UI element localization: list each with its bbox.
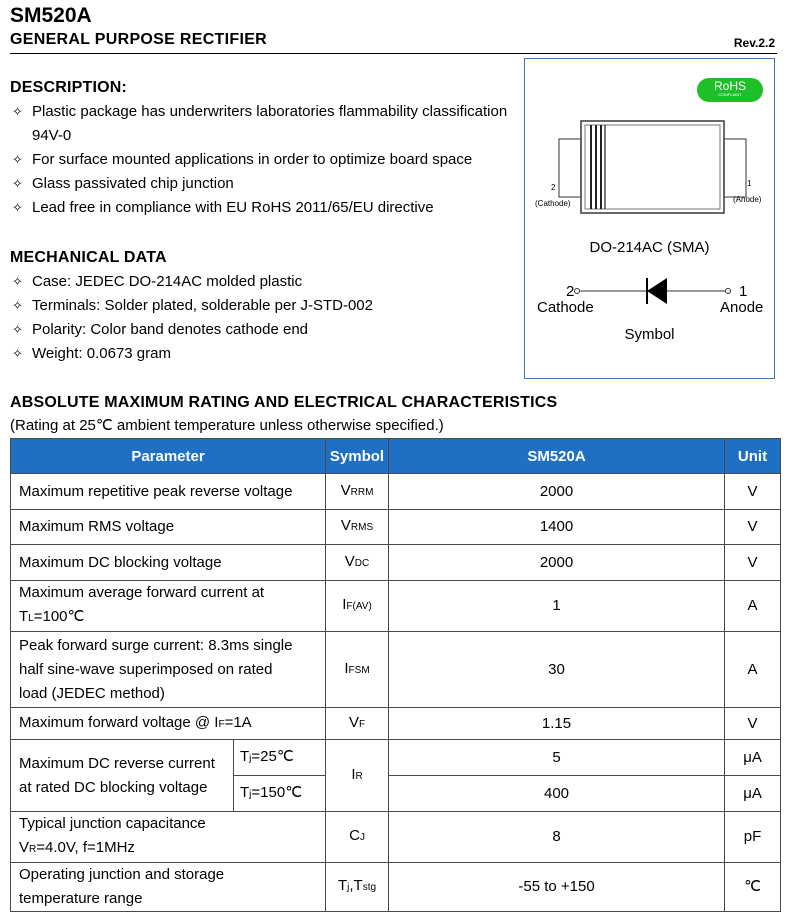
param-cell: Maximum forward voltage @ IF=1A [11,708,326,740]
description-list [10,100,510,220]
anode-pin-dot [726,289,731,294]
param-cell: Peak forward surge current: 8.3ms single half sine-wave superimposed on rated load (JEDEC method) [11,632,326,708]
param-cell: Maximum average forward current at TL=100℃ [11,581,326,632]
diamond-bullet-icon: ✧ [12,322,23,337]
package-name: DO-214AC (SMA) [589,239,710,256]
list-item: ✧ Weight: 0.0673 gram [10,342,510,366]
header-symbol: Symbol [326,439,389,474]
value-cell: 30 [389,632,725,708]
value-cell: 2000 [389,474,725,510]
table-row [11,474,781,510]
table-header-row [11,439,781,474]
value-cell: 1400 [389,510,725,545]
header-parameter: Parameter [11,439,326,474]
value-cell: 5 [389,740,725,776]
diamond-bullet-icon: ✧ [12,274,23,289]
mechanical-title: MECHANICAL DATA [10,249,167,266]
diamond-bullet-icon: ✧ [12,298,23,313]
symbol-cell: VRMS [326,510,389,545]
value-cell: -55 to +150 [389,863,725,912]
table-row [11,863,781,912]
list-item: ✧ For surface mounted applications in order to optimize board space [10,148,510,172]
symbol-pin2-number: 2 [566,283,575,300]
list-item: ✧ Polarity: Color band denotes cathode end [10,318,510,342]
list-item: ✧ Lead free in compliance with EU RoHS 2011/65/EU directive [10,196,510,220]
symbol-cell: IF(AV) [326,581,389,632]
part-number: SM520A [10,4,92,27]
header-divider [10,53,777,54]
unit-cell: V [725,510,781,545]
unit-cell: μA [725,776,781,812]
pin2-label: (Cathode) [535,199,571,208]
diamond-bullet-icon: ✧ [12,200,23,215]
header-unit: Unit [725,439,781,474]
param-cell: Maximum RMS voltage [11,510,326,545]
unit-cell: ℃ [725,863,781,912]
unit-cell: μA [725,740,781,776]
table-row [11,708,781,740]
header-value: SM520A [389,439,725,474]
list-item: ✧ Terminals: Solder plated, solderable per J-STD-002 [10,294,510,318]
list-item: ✧ Plastic package has underwriters laboratories flammability classification 94V-0 [10,100,510,148]
symbol-cell: VRRM [326,474,389,510]
description-title: DESCRIPTION: [10,79,128,96]
symbol-pin1-number: 1 [739,283,748,300]
diamond-bullet-icon: ✧ [12,346,23,361]
symbol-caption: Symbol [624,326,675,343]
list-item: ✧ Case: JEDEC DO-214AC molded plastic [10,270,510,294]
table-row [11,510,781,545]
param-cell: Maximum DC reverse current at rated DC blocking voltage [11,740,234,812]
condition-cell: Tj=150℃ [234,776,326,812]
value-cell: 8 [389,812,725,863]
symbol-anode-label: Anode [720,299,764,316]
param-cell: Typical junction capacitance VR=4.0V, f=1MHz [11,812,326,863]
param-cell: Maximum repetitive peak reverse voltage [11,474,326,510]
symbol-cell: Tj,Tstg [326,863,389,912]
pin2-number: 2 [551,183,556,192]
unit-cell: A [725,581,781,632]
list-item: ✧ Glass passivated chip junction [10,172,510,196]
symbol-triangle [647,278,667,304]
symbol-cell: CJ [326,812,389,863]
symbol-cathode-label: Cathode [537,299,594,316]
diamond-bullet-icon: ✧ [12,176,23,191]
diamond-bullet-icon: ✧ [12,152,23,167]
table-row [11,740,781,776]
cathode-terminal [559,139,581,197]
pin1-number: 1 [747,179,752,188]
ratings-title: ABSOLUTE MAXIMUM RATING AND ELECTRICAL CHARACTERISTICS [10,394,558,411]
cathode-pin-dot [575,289,580,294]
symbol-cell: IFSM [326,632,389,708]
document-subtitle: GENERAL PURPOSE RECTIFIER [10,31,268,48]
unit-cell: V [725,474,781,510]
param-cell: Operating junction and storage temperature range [11,863,326,912]
param-cell: Maximum DC blocking voltage [11,545,326,581]
value-cell: 400 [389,776,725,812]
value-cell: 2000 [389,545,725,581]
symbol-cell: VDC [326,545,389,581]
condition-cell: Tj=25℃ [234,740,326,776]
pin1-label: (Anode) [733,195,762,204]
unit-cell: V [725,708,781,740]
table-row [11,632,781,708]
anode-terminal [724,139,746,197]
unit-cell: pF [725,812,781,863]
package-body [581,121,724,213]
table-row [11,581,781,632]
revision-label: Rev.2.2 [733,36,775,50]
ratings-note: (Rating at 25℃ ambient temperature unless otherwise specified.) [10,417,444,434]
ratings-table [10,438,781,912]
unit-cell: V [725,545,781,581]
rohs-label: RoHS [713,79,746,93]
symbol-cell: VF [326,708,389,740]
table-row [11,812,781,863]
unit-cell: A [725,632,781,708]
mechanical-list [10,270,510,366]
symbol-cell: IR [326,740,389,812]
package-diagram-panel [524,58,775,379]
rohs-sublabel: COMPLIANT [718,92,742,97]
table-row [11,545,781,581]
diamond-bullet-icon: ✧ [12,104,23,119]
value-cell: 1.15 [389,708,725,740]
value-cell: 1 [389,581,725,632]
